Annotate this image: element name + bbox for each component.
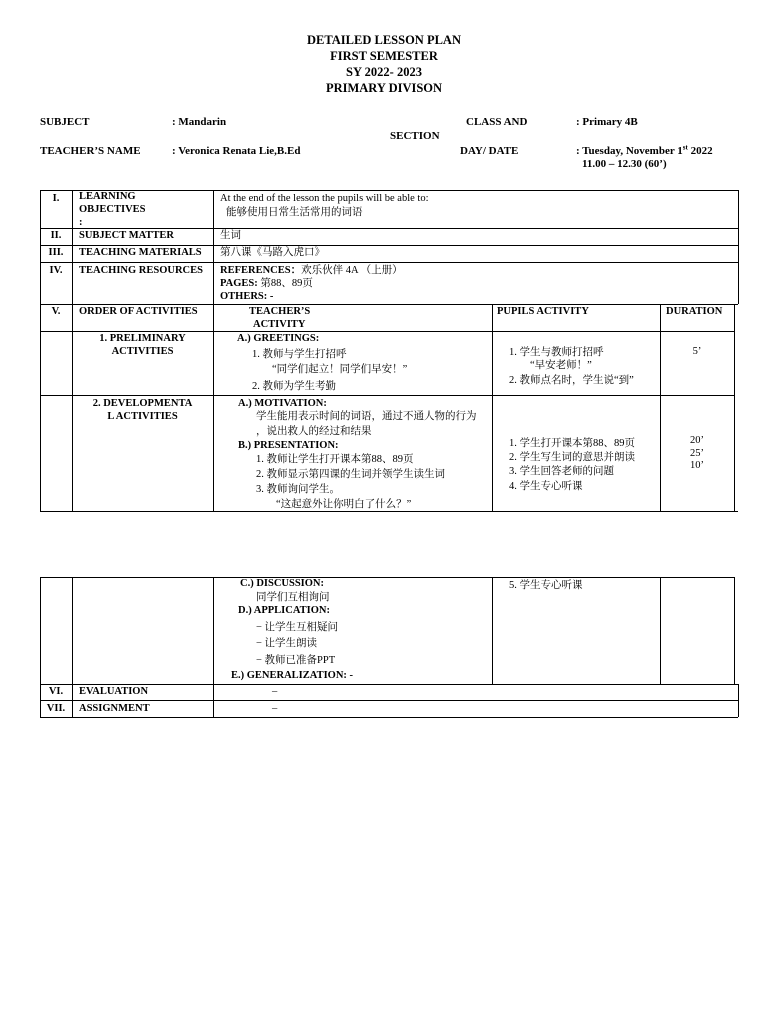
row-number: VI. (48, 686, 64, 697)
section-label: SECTION (390, 130, 440, 142)
application-item: − 让学生朗读 (256, 638, 318, 649)
application-heading: D.) APPLICATION: (238, 605, 330, 616)
preliminary-label: 1. PRELIMINARY (99, 333, 186, 344)
evaluation-value: – (272, 686, 278, 697)
row-number: V. (51, 306, 61, 317)
pages: PAGES: 第88、89页 (220, 278, 313, 289)
learning-objectives-label-2: OBJECTIVES (79, 204, 146, 215)
teacher-step-quote: “这起意外让你明白了什么？” (276, 499, 412, 510)
pupils-activity-header: PUPILS ACTIVITY (497, 306, 589, 317)
assignment-value: – (272, 703, 278, 714)
teacher-activity-header: TEACHER’S (249, 306, 311, 317)
teaching-materials-label: TEACHING MATERIALS (79, 247, 202, 258)
date-label: DAY/ DATE (460, 145, 519, 157)
teacher-name-value: : Veronica Renata Lie,B.Ed (172, 145, 301, 157)
teaching-resources-label: TEACHING RESOURCES (79, 265, 203, 276)
objectives-text: 能够使用日常生活常用的词语 (226, 207, 363, 218)
order-of-activities-label: ORDER OF ACTIVITIES (79, 306, 198, 317)
teacher-step: 1. 教师让学生打开课本第88、89页 (256, 454, 414, 465)
objectives-intro: At the end of the lesson the pupils will be able to: (220, 193, 429, 204)
subject-label: SUBJECT (40, 116, 90, 128)
subject-matter-label: SUBJECT MATTER (79, 230, 175, 241)
teacher-step: 2. 教师显示第四课的生词并领学生读生词 (256, 469, 445, 480)
pupil-step: 1. 学生与教师打招呼 (509, 347, 604, 358)
greetings-heading: A.) GREETINGS: (237, 333, 320, 344)
teacher-step-quote: “同学们起立！同学们早安！” (272, 364, 408, 375)
application-item: − 教师已准备PPT (256, 655, 336, 666)
division-title: PRIMARY DIVISON (325, 81, 443, 95)
presentation-heading: B.) PRESENTATION: (238, 440, 339, 451)
time-value: 11.00 – 12.30 (60’) (582, 158, 667, 170)
duration-header: DURATION (666, 306, 723, 317)
assignment-label: ASSIGNMENT (79, 703, 150, 714)
application-item: − 让学生互相疑问 (256, 622, 339, 633)
references: REFERENCES：欢乐伙伴 4A （上册） (220, 265, 403, 276)
duration-value: 10’ (690, 460, 704, 471)
pupil-step: 4. 学生专心听课 (509, 481, 583, 492)
pupil-step: 3. 学生回答老师的问题 (509, 466, 614, 477)
discussion-heading: C.) DISCUSSION: (240, 578, 325, 589)
pupil-step-quote: “早安老师！” (530, 360, 592, 371)
school-year-title: SY 2022- 2023 (346, 65, 422, 79)
learning-objectives-colon: : (79, 217, 83, 228)
row-number: I. (52, 193, 60, 204)
motivation-text: 学生能用表示时间的词语，通过不通人物的行为 (256, 411, 477, 422)
motivation-heading: A.) MOTIVATION: (238, 398, 327, 409)
subject-value: : Mandarin (172, 116, 227, 128)
evaluation-label: EVALUATION (79, 686, 149, 697)
teacher-step: 3. 教师询问学生。 (256, 484, 340, 495)
discussion-text: 同学们互相询问 (256, 592, 330, 603)
duration-value: 20’ (690, 435, 704, 446)
class-label: CLASS AND (466, 116, 528, 128)
duration-value: 5’ (692, 346, 702, 357)
semester-title: FIRST SEMESTER (330, 49, 438, 63)
pupil-step: 2. 教师点名时，学生说“到” (509, 375, 634, 386)
row-number: III. (48, 247, 64, 258)
teacher-step: 2. 教师为学生考勤 (252, 381, 336, 392)
pupil-step: 5. 学生专心听课 (509, 580, 583, 591)
teaching-materials-value: 第八课《马路入虎口》 (220, 247, 325, 258)
developmental-label-2: L ACTIVITIES (107, 411, 178, 422)
learning-objectives-label: LEARNING (79, 191, 136, 202)
generalization-heading: E.) GENERALIZATION: - (231, 670, 354, 681)
pupil-step: 1. 学生打开课本第88、89页 (509, 438, 635, 449)
teacher-name-label: TEACHER’S NAME (40, 145, 141, 157)
row-number: IV. (49, 265, 63, 276)
developmental-label: 2. DEVELOPMENTA (92, 398, 193, 409)
subject-matter-value: 生词 (220, 230, 241, 241)
pupil-step: 2. 学生写生词的意思并朗读 (509, 452, 635, 463)
document-title: DETAILED LESSON PLAN (307, 33, 461, 47)
date-value: : Tuesday, November 1st 2022 (576, 143, 713, 157)
row-number: VII. (46, 703, 66, 714)
motivation-text-2: ，说出救人的经过和结果 (256, 426, 372, 437)
preliminary-label-2: ACTIVITIES (111, 346, 174, 357)
class-value: : Primary 4B (576, 116, 638, 128)
duration-value: 25’ (690, 448, 704, 459)
others: OTHERS: - (220, 291, 274, 302)
teacher-step: 1. 教师与学生打招呼 (252, 349, 347, 360)
teacher-activity-header-2: ACTIVITY (253, 319, 306, 330)
row-number: II. (50, 230, 62, 241)
